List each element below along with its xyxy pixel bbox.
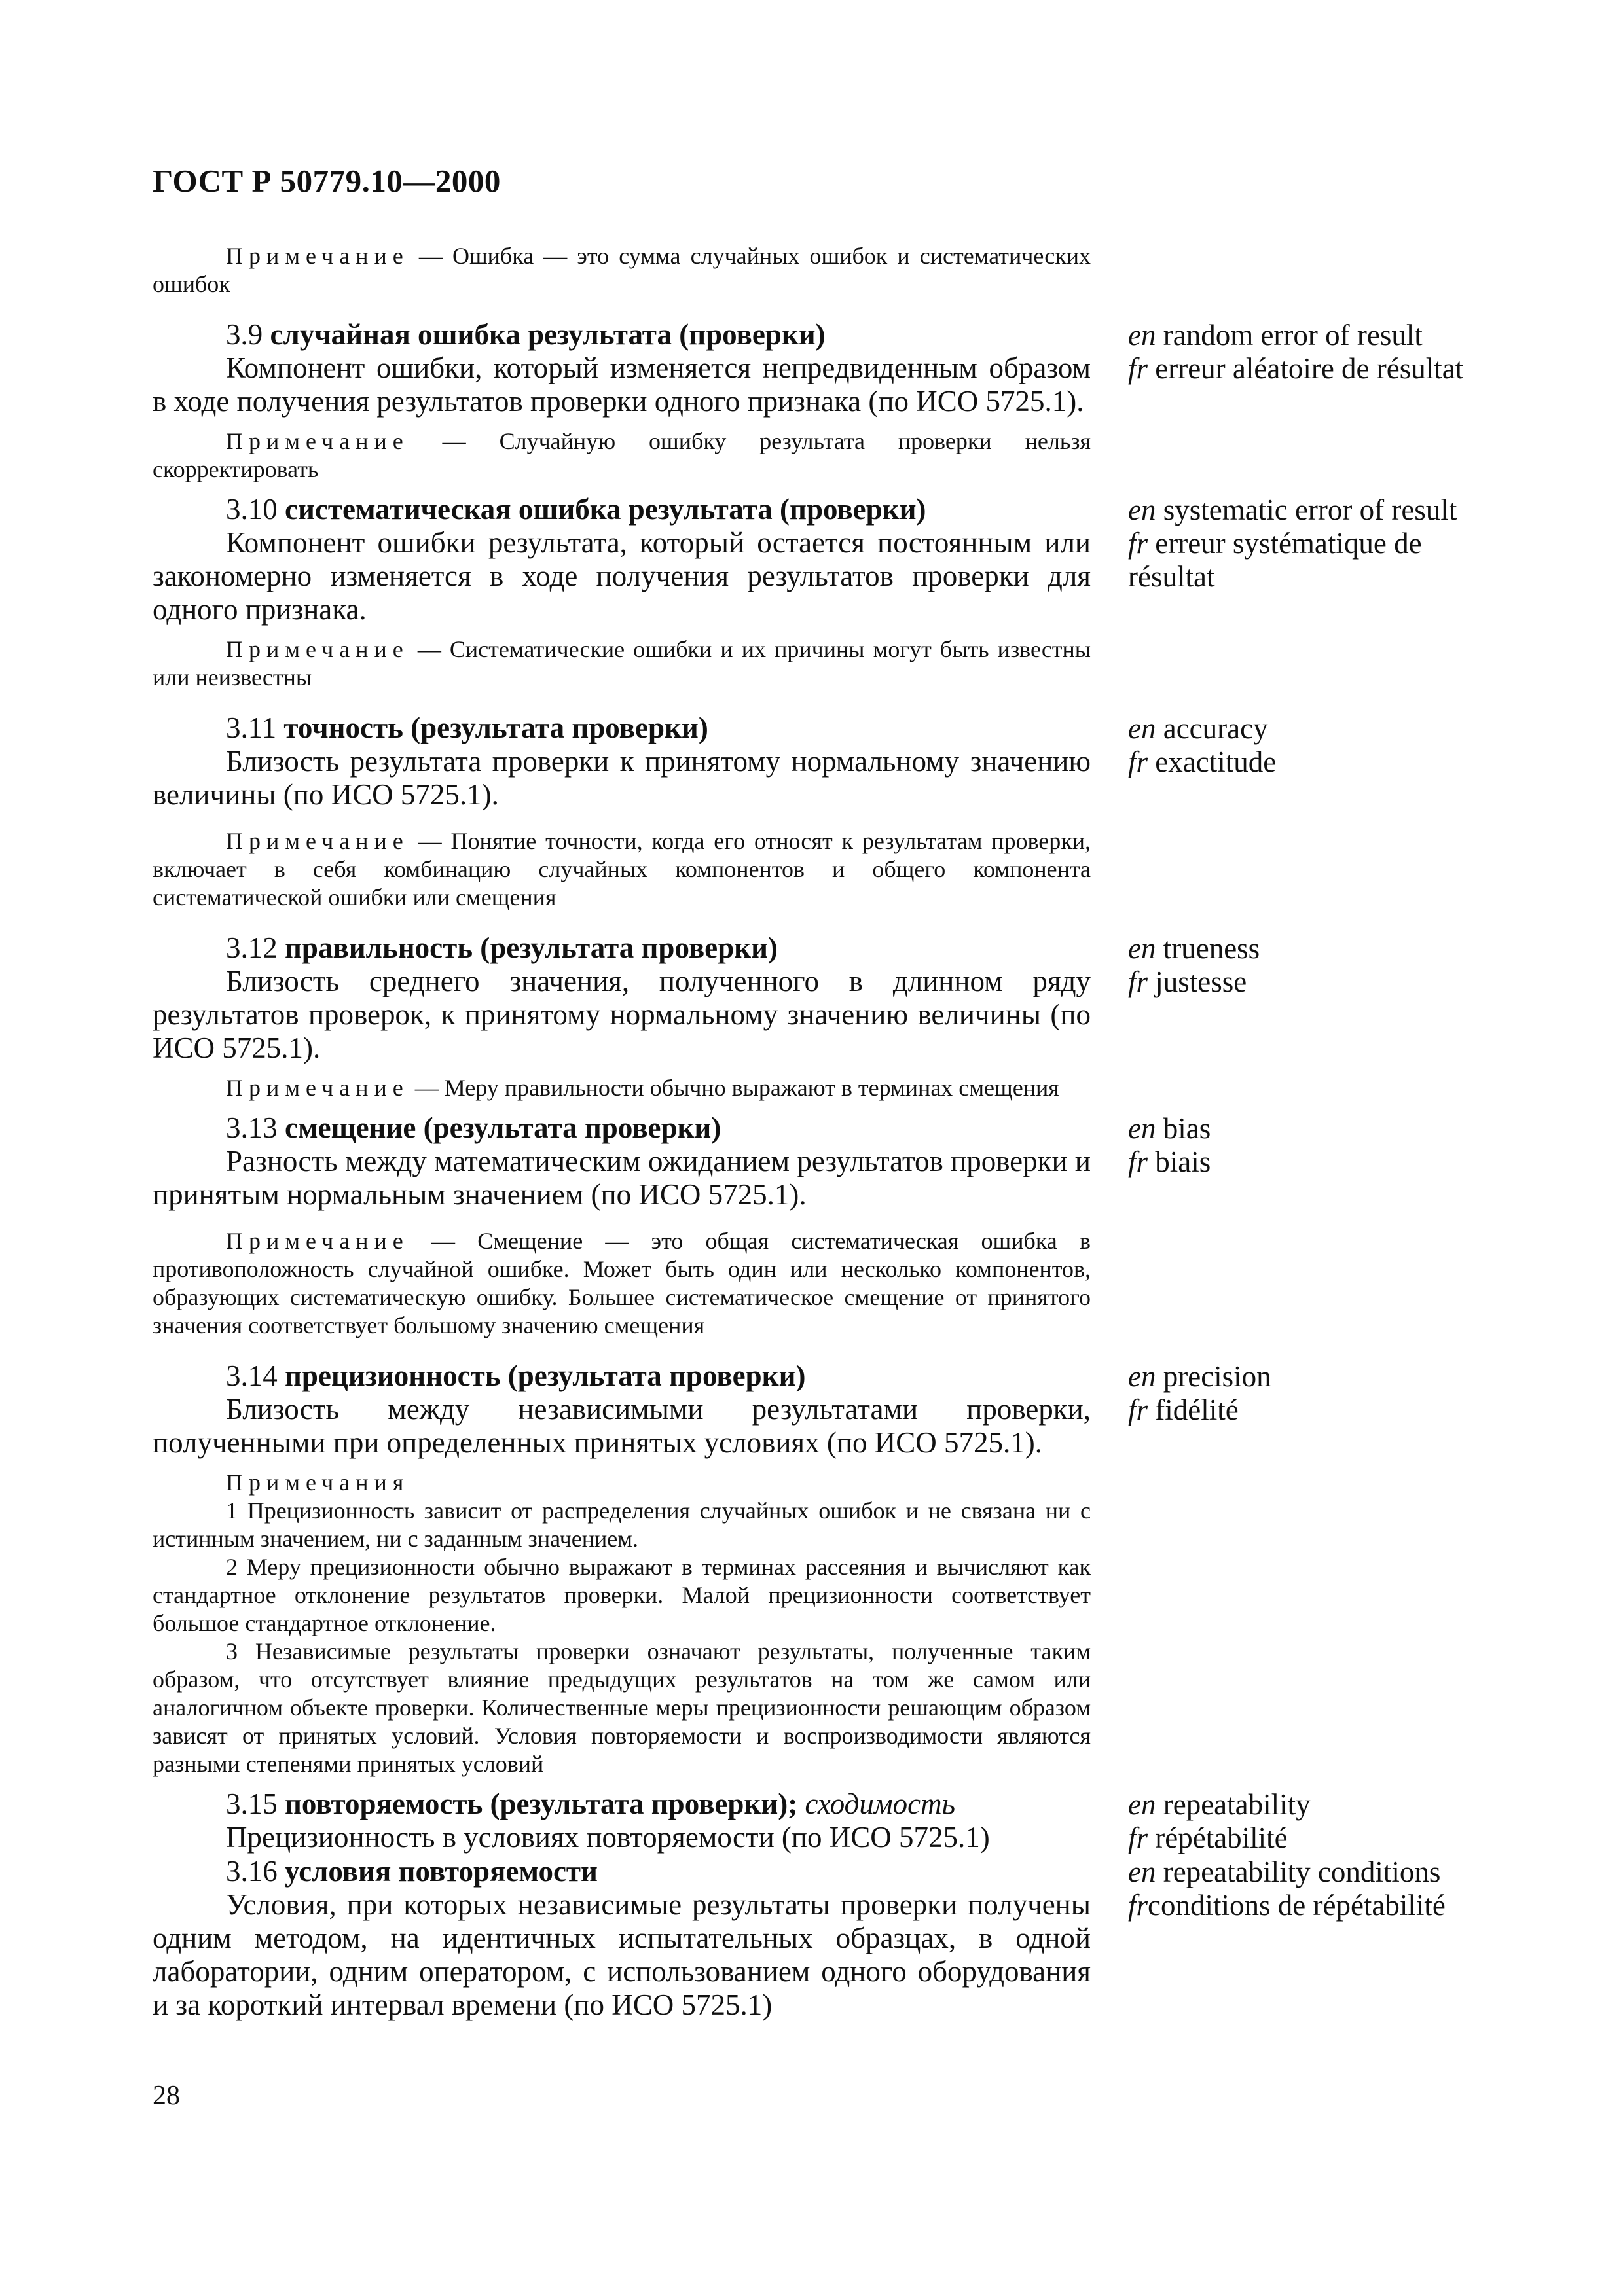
term-name: систематическая ошибка результата (проверки) — [285, 493, 926, 526]
terms-section — [153, 242, 1495, 2022]
lang-code-en: en — [1128, 493, 1156, 526]
english-equivalent: trueness — [1163, 932, 1260, 965]
term-definition: Условия, при которых независимые результаты проверки получены одним методом, на идентичных испытательных образцах, в одной лаборатории, одним оператором, с использованием одного оборудования и за короткий интервал времени (по ИСО 5725.1) — [153, 1888, 1091, 2021]
term-equivalents — [1128, 1855, 1475, 1922]
term-note — [153, 427, 1091, 484]
lang-code-fr: fr — [1128, 745, 1148, 778]
english-equivalent: repeatability conditions — [1163, 1856, 1441, 1888]
term-heading — [153, 1111, 1091, 1145]
term-definition: Компонент ошибки, который изменяется непредвиденным образом в ходе получения результатов проверки одного признака (по ИСО 5725.1). — [153, 351, 1091, 418]
note-label: Примечание — [226, 428, 409, 454]
term-name: повторяемость (результата проверки); — [285, 1787, 798, 1820]
intro-note — [153, 242, 1091, 298]
note-text: — Меру правильности обычно выражают в терминах смещения — [409, 1075, 1059, 1101]
lang-code-en: en — [1128, 1112, 1156, 1145]
lang-code-en: en — [1128, 319, 1156, 351]
french-equivalent: biais — [1155, 1145, 1211, 1178]
term-number: 3.11 — [226, 711, 284, 744]
note-label: Примечание — [226, 1228, 409, 1254]
term-number: 3.14 — [226, 1359, 285, 1392]
document-header: ГОСТ Р 50779.10—2000 — [153, 163, 501, 199]
term-heading — [153, 493, 1091, 526]
term-number: 3.13 — [226, 1111, 285, 1144]
term-name: смещение (результата проверки) — [285, 1111, 721, 1144]
term-entry-3-13 — [153, 1111, 1495, 1340]
term-number: 3.12 — [226, 931, 285, 964]
lang-code-en: en — [1128, 1360, 1156, 1393]
page-number: 28 — [153, 2081, 180, 2111]
term-synonym: сходимость — [797, 1787, 956, 1820]
note-label: Примечание — [226, 243, 409, 269]
term-definition: Близость между независимыми результатами проверки, полученными при определенных принятых условиях (по ИСО 5725.1). — [153, 1393, 1091, 1459]
term-definition: Близость результата проверки к принятому нормальному значению величины (по ИСО 5725.1). — [153, 745, 1091, 811]
term-entry-3-9 — [153, 318, 1495, 484]
term-number: 3.9 — [226, 318, 270, 351]
lang-code-fr: fr — [1128, 1393, 1148, 1426]
english-equivalent: bias — [1163, 1112, 1211, 1145]
notes-label: Примечания — [226, 1469, 410, 1496]
term-definition: Разность между математическим ожиданием результатов проверки и принятым нормальным значением (по ИСО 5725.1). — [153, 1145, 1091, 1211]
term-name: случайная ошибка результата (проверки) — [270, 318, 826, 351]
term-number: 3.15 — [226, 1787, 285, 1820]
note-text: — Систематические ошибки и их причины могут быть известны или неизвестны — [153, 636, 1091, 691]
english-equivalent: precision — [1163, 1360, 1271, 1393]
term-equivalents — [1128, 711, 1475, 779]
term-name: прецизионность (результата проверки) — [285, 1359, 806, 1392]
lang-code-fr: fr — [1128, 965, 1148, 998]
notes-heading — [153, 1469, 1091, 1497]
term-definition: Близость среднего значения, полученного в длинном ряду результатов проверок, к принятому нормальному значению величины (по ИСО 5725.1). — [153, 965, 1091, 1064]
note-label: Примечание — [226, 636, 409, 662]
note-item-2: 2 Меру прецизионности обычно выражают в терминах рассеяния и вычисляют как стандартное отклонение результатов проверки. Малой прецизионности соответствует большое стандартное отклонение. — [153, 1554, 1091, 1636]
term-entry-3-12 — [153, 931, 1495, 1102]
term-name: правильность (результата проверки) — [285, 931, 778, 964]
term-entry-3-11 — [153, 711, 1495, 912]
term-equivalents — [1128, 1787, 1475, 1855]
lang-code-fr: fr — [1128, 352, 1148, 385]
term-heading — [153, 1787, 1091, 1821]
term-entry-3-15 — [153, 1787, 1495, 1855]
french-equivalent: conditions de répétabilité — [1148, 1889, 1446, 1922]
english-equivalent: repeatability — [1163, 1788, 1311, 1821]
term-heading — [153, 1359, 1091, 1393]
english-equivalent: systematic error of result — [1163, 493, 1457, 526]
note-text: — Понятие точности, когда его относят к результатам проверки, включает в себя комбинацию случайных компонентов и общего компонента систематической ошибки или смещения — [153, 828, 1091, 910]
french-equivalent: justesse — [1155, 965, 1247, 998]
english-equivalent: accuracy — [1163, 712, 1268, 745]
lang-code-fr: fr — [1128, 527, 1148, 560]
note-item-1: 1 Прецизионность зависит от распределения случайных ошибок и не связана ни с истинным значением, ни с заданным значением. — [153, 1498, 1091, 1552]
term-note — [153, 1074, 1091, 1102]
term-heading — [153, 318, 1091, 351]
note-text: — Смещение — это общая систематическая ошибка в противоположность случайной ошибке. Может быть один или несколько компонентов, образующих систематическую ошибку. Большее систематическое смещение от принятого значения соответствует большому значению смещения — [153, 1228, 1091, 1338]
term-entry-3-10 — [153, 493, 1495, 692]
term-definition: Компонент ошибки результата, который остается постоянным или закономерно изменяется в ходе получения результатов проверки для одного признака. — [153, 526, 1091, 626]
note-text: — Ошибка — это сумма случайных ошибок и систематических ошибок — [153, 243, 1091, 297]
term-heading — [153, 711, 1091, 745]
french-equivalent: exactitude — [1155, 745, 1277, 778]
term-note — [153, 636, 1091, 692]
term-note — [153, 827, 1091, 912]
note-text: — Случайную ошибку результата проверки нельзя скорректировать — [153, 428, 1091, 482]
term-name: точность (результата проверки) — [283, 711, 708, 744]
french-equivalent: répétabilité — [1155, 1821, 1288, 1854]
lang-code-en: en — [1128, 932, 1156, 965]
term-equivalents — [1128, 1111, 1475, 1179]
term-name: условия повторяемости — [285, 1855, 598, 1888]
term-number: 3.10 — [226, 493, 285, 526]
english-equivalent: random error of result — [1163, 319, 1423, 351]
term-heading — [153, 931, 1091, 965]
term-equivalents — [1128, 1359, 1475, 1427]
lang-code-en: en — [1128, 1856, 1156, 1888]
note-label: Примечание — [226, 828, 409, 854]
lang-code-fr: fr — [1128, 1145, 1148, 1178]
term-entry-3-14 — [153, 1359, 1495, 1778]
term-equivalents — [1128, 931, 1475, 999]
lang-code-fr: fr — [1128, 1889, 1148, 1922]
lang-code-en: en — [1128, 712, 1156, 745]
lang-code-fr: fr — [1128, 1821, 1148, 1854]
term-definition: Прецизионность в условиях повторяемости (по ИСО 5725.1) — [226, 1821, 990, 1854]
term-equivalents — [1128, 318, 1475, 386]
french-equivalent: erreur aléatoire de résultat — [1155, 352, 1464, 385]
term-number: 3.16 — [226, 1855, 285, 1888]
french-equivalent: fidélité — [1155, 1393, 1239, 1426]
french-equivalent: erreur systématique de résultat — [1128, 527, 1422, 593]
term-note — [153, 1227, 1091, 1340]
note-item-3: 3 Независимые результаты проверки означают результаты, полученные таким образом, что отсутствует влияние предыдущих результатов на том же самом или аналогичном объекте проверки. Количественные меры прецизионности решающим образом зависят от принятых условий. Условия повторяемости и воспроизводимости являются разными степенями принятых условий — [153, 1638, 1091, 1777]
term-equivalents — [1128, 493, 1475, 594]
term-entry-3-16 — [153, 1855, 1495, 2022]
lang-code-en: en — [1128, 1788, 1156, 1821]
term-heading — [153, 1855, 1091, 1888]
note-label: Примечание — [226, 1075, 409, 1101]
